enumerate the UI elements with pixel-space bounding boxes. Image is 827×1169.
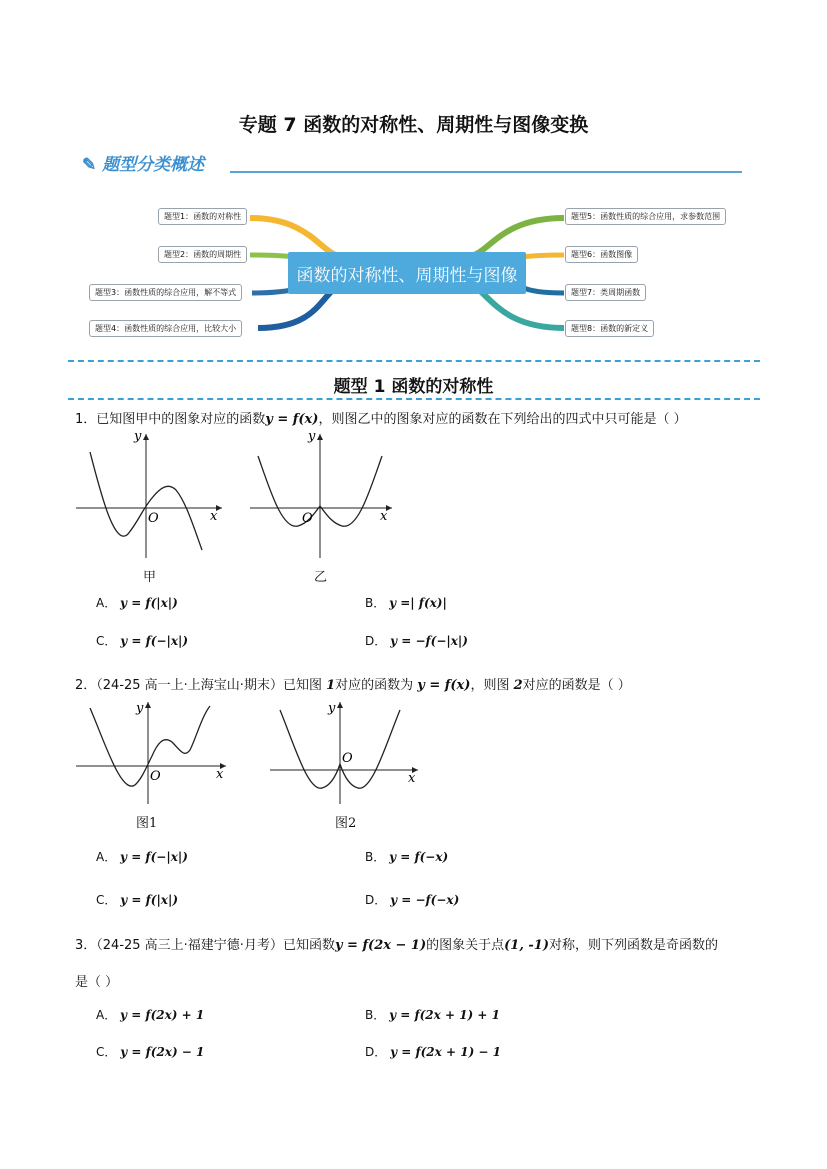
- q1-option-d[interactable]: D． y = −f(−|x|): [365, 634, 468, 648]
- mindmap-node-right-6: 题型6：函数图像: [565, 246, 638, 263]
- q1-figure-b: [246, 430, 401, 560]
- q2-option-b[interactable]: B． y = f(−x): [365, 850, 449, 864]
- page-title: 专题 7 函数的对称性、周期性与图像变换: [238, 114, 589, 136]
- overview-label: [82, 150, 204, 175]
- q3-option-b[interactable]: B． y = f(2x + 1) + 1: [365, 1008, 500, 1022]
- q1-fig-b-origin: O: [302, 511, 313, 526]
- mindmap-node-left-3: 题型3：函数性质的综合应用，解不等式: [89, 284, 242, 301]
- q2-fig1-y-label: y: [136, 701, 144, 716]
- mindmap-node-right-5: 题型5：函数性质的综合应用，求参数范围: [565, 208, 726, 225]
- q1-fig-a-x-label: x: [210, 509, 218, 524]
- section-title: 题型 1 函数的对称性: [333, 377, 494, 397]
- q2-figure-1-caption: 图1: [136, 816, 158, 831]
- q1-option-c[interactable]: C． y = f(−|x|): [96, 634, 189, 648]
- q1-figure-a-caption: 甲: [143, 570, 157, 585]
- q1-text-a: 1．已知图甲中的图象对应的函数: [75, 412, 266, 427]
- q1-fig-b-y-label: y: [308, 430, 316, 444]
- q2-fig2-origin: O: [342, 751, 353, 766]
- q3-option-d[interactable]: D． y = f(2x + 1) − 1: [365, 1045, 502, 1059]
- q1-figure-a: [72, 430, 227, 560]
- mindmap-node-left-1: 题型1：函数的对称性: [158, 208, 247, 225]
- q3-option-c[interactable]: C． y = f(2x) − 1: [96, 1045, 205, 1059]
- q2-option-d[interactable]: D． y = −f(−x): [365, 893, 460, 907]
- q2-option-c[interactable]: C． y = f(|x|): [96, 893, 179, 907]
- q2-fig1-x-label: x: [216, 767, 224, 782]
- question-3-stem-cont: 是（ ）: [75, 975, 119, 990]
- q2-fig1-origin: O: [150, 769, 161, 784]
- q2-figure-2: [266, 700, 426, 805]
- q3-option-a[interactable]: A． y = f(2x) + 1: [96, 1008, 205, 1022]
- q1-fig-a-origin: O: [148, 511, 159, 526]
- mindmap-node-left-2: 题型2：函数的周期性: [158, 246, 247, 263]
- q2-figure-2-caption: 图2: [335, 816, 357, 831]
- q2-figure-1: [72, 700, 232, 805]
- q1-function: y = f(x): [265, 412, 319, 427]
- q2-fig2-x-label: x: [408, 771, 416, 786]
- overview-text: 题型分类概述: [102, 155, 205, 175]
- section-divider-bottom: [68, 398, 760, 400]
- section-divider-top: [68, 360, 760, 362]
- q1-text-b: ，则图乙中的图象对应的函数在下列给出的四式中只可能是（ ）: [318, 412, 687, 427]
- q2-fig2-y-label: y: [328, 701, 336, 716]
- q1-fig-a-y-label: y: [134, 430, 142, 444]
- mindmap-node-right-8: 题型8：函数的新定义: [565, 320, 654, 337]
- q1-option-a[interactable]: A． y = f(|x|): [96, 596, 178, 610]
- pencil-icon: ✎: [82, 155, 97, 175]
- q1-figure-b-caption: 乙: [314, 570, 328, 585]
- mindmap-node-right-7: 题型7：类周期函数: [565, 284, 646, 301]
- mindmap-node-left-4: 题型4：函数性质的综合应用，比较大小: [89, 320, 242, 337]
- question-1-stem: [75, 408, 687, 427]
- question-2-stem: 2．（24-25 高一上·上海宝山·期末）已知图 1对应的函数为 y = f(x)，则图 2对应的函数是（ ）: [75, 678, 631, 693]
- q1-option-b[interactable]: B． y =| f(x)|: [365, 596, 447, 610]
- mindmap-center: 函数的对称性、周期性与图像: [288, 252, 526, 294]
- overview-divider: [230, 171, 742, 173]
- question-3-stem: 3．（24-25 高三上·福建宁德·月考）已知函数y = f(2x − 1)的图象关于点(1, -1)对称，则下列函数是奇函数的: [75, 938, 719, 953]
- q1-fig-b-x-label: x: [380, 509, 388, 524]
- q2-option-a[interactable]: A． y = f(−|x|): [96, 850, 188, 864]
